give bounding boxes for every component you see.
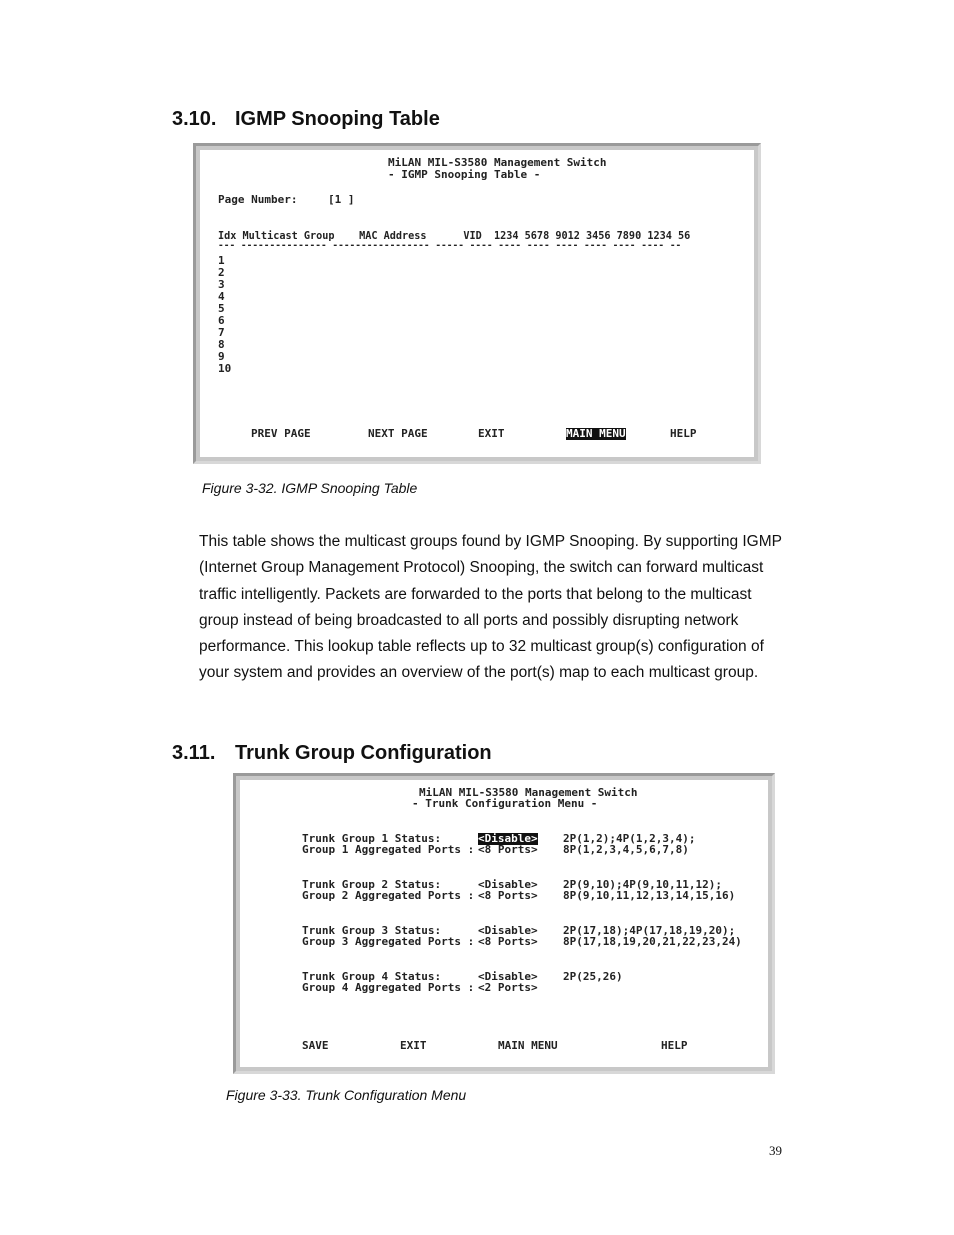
- table-header: Idx Multicast Group MAC Address VID 1234 5678 9012 3456 7890 1234 56: [218, 231, 691, 242]
- table-row-idx: 5: [218, 302, 225, 315]
- table-row-idx: 4: [218, 290, 225, 303]
- screen-subtitle: - IGMP Snooping Table -: [388, 168, 541, 181]
- table-row-idx: 9: [218, 350, 225, 363]
- save-button[interactable]: SAVE: [302, 1039, 329, 1052]
- section-number: 3.11.: [172, 742, 216, 764]
- trunk-group-ports-label: Group 1 Aggregated Ports :: [302, 843, 475, 856]
- trunk-group-port-map: 2P(25,26): [563, 970, 623, 983]
- trunk-group-port-map: 8P(1,2,3,4,5,6,7,8): [563, 843, 689, 856]
- trunk-group-port-map: 2P(1,2);4P(1,2,3,4);: [563, 832, 696, 845]
- table-row-idx: 10: [218, 362, 232, 375]
- trunk-group-ports-label: Group 3 Aggregated Ports :: [302, 935, 475, 948]
- trunk-screenshot: [233, 773, 775, 1074]
- page-number-label: Page Number:: [218, 193, 298, 206]
- prev-page-button[interactable]: PREV PAGE: [251, 427, 311, 440]
- help-button[interactable]: HELP: [661, 1039, 688, 1052]
- igmp-screenshot: [193, 143, 761, 464]
- table-row-idx: 2: [218, 266, 225, 279]
- trunk-group-status-select[interactable]: <Disable>: [478, 970, 538, 983]
- trunk-group-status-select[interactable]: <Disable>: [478, 832, 538, 845]
- trunk-group-status-select[interactable]: <Disable>: [478, 878, 538, 891]
- trunk-group-ports-label: Group 4 Aggregated Ports :: [302, 981, 475, 994]
- main-menu-button[interactable]: MAIN MENU: [498, 1039, 558, 1052]
- trunk-group-port-map: 8P(17,18,19,20,21,22,23,24): [563, 935, 742, 948]
- section-number: 3.10.: [172, 108, 217, 130]
- trunk-group-status-label: Trunk Group 2 Status:: [302, 878, 442, 891]
- body-paragraph: This table shows the multicast groups found by IGMP Snooping. By supporting IGMP (Internet Group Management Protocol) Snooping, the switch can forward multicast traffic intelligently. Packets are forwarded to the ports that belong to the multicast group instead of being broadcasted to all ports and possibly disrupting network performance. This lookup table reflects up to 32 multicast group(s) configuration of your system and provides an overview of the port(s) map to each multicast group.: [199, 533, 782, 682]
- section-title: IGMP Snooping Table: [235, 108, 440, 130]
- section-heading-trunk: [172, 742, 492, 765]
- screen-title: MiLAN MIL-S3580 Management Switch: [388, 156, 607, 169]
- trunk-group-ports-select[interactable]: <2 Ports>: [478, 981, 538, 994]
- table-row-idx: 8: [218, 338, 225, 351]
- next-page-button[interactable]: NEXT PAGE: [368, 427, 428, 440]
- screen-title: MiLAN MIL-S3580 Management Switch: [419, 786, 638, 799]
- screen-subtitle: - Trunk Configuration Menu -: [412, 797, 598, 810]
- table-row-idx: 1: [218, 254, 225, 267]
- main-menu-button[interactable]: MAIN MENU: [566, 427, 626, 440]
- figure-caption-trunk: Figure 3-33. Trunk Configuration Menu: [226, 1087, 467, 1103]
- figure-caption-igmp: Figure 3-32. IGMP Snooping Table: [202, 480, 418, 496]
- table-row-idx: 6: [218, 314, 225, 327]
- section-title: Trunk Group Configuration: [235, 742, 492, 764]
- trunk-group-ports-select[interactable]: <8 Ports>: [478, 889, 538, 902]
- table-separator: --- --------------- ----------------- ----- ---- ---- ---- ---- ---- ---- ---- --: [218, 240, 682, 251]
- trunk-group-port-map: 2P(17,18);4P(17,18,19,20);: [563, 924, 736, 937]
- trunk-group-ports-label: Group 2 Aggregated Ports :: [302, 889, 475, 902]
- trunk-group-status-label: Trunk Group 1 Status:: [302, 832, 442, 845]
- trunk-group-port-map: 8P(9,10,11,12,13,14,15,16): [563, 889, 736, 902]
- trunk-group-ports-select[interactable]: <8 Ports>: [478, 843, 538, 856]
- exit-button[interactable]: EXIT: [400, 1039, 427, 1052]
- table-row-idx: 3: [218, 278, 225, 291]
- trunk-group-port-map: 2P(9,10);4P(9,10,11,12);: [563, 878, 722, 891]
- exit-button[interactable]: EXIT: [478, 427, 505, 440]
- trunk-group-status-select[interactable]: <Disable>: [478, 924, 538, 937]
- trunk-group-status-label: Trunk Group 3 Status:: [302, 924, 442, 937]
- help-button[interactable]: HELP: [670, 427, 697, 440]
- section-heading-igmp: [172, 108, 440, 131]
- page-number: 39: [769, 1143, 782, 1158]
- table-row-idx: 7: [218, 326, 225, 339]
- page-number-value[interactable]: [1 ]: [328, 193, 355, 206]
- trunk-group-ports-select[interactable]: <8 Ports>: [478, 935, 538, 948]
- trunk-group-status-label: Trunk Group 4 Status:: [302, 970, 442, 983]
